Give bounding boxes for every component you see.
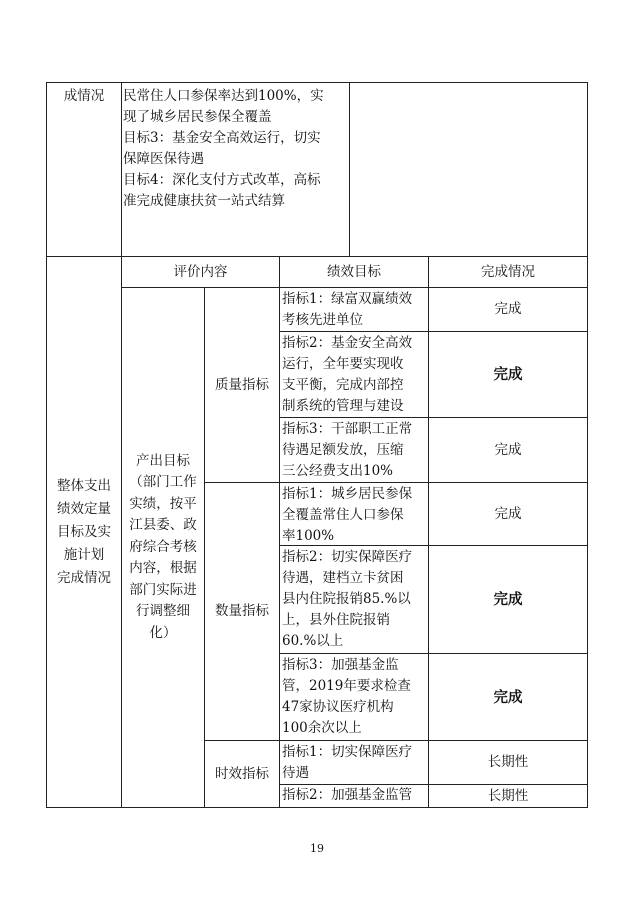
- section-label: 整体支出 绩效定量 目标及实 施计划 完成情况: [57, 477, 111, 586]
- indicator-text: 指标3：加强基金监 管，2019年要求检查 47家协议医疗机构 100余次以上: [282, 657, 411, 736]
- content-line: 准完成健康扶贫一站式结算: [123, 193, 285, 209]
- indicator-text: 指标1：绿富双赢绩效 考核先进单位: [282, 291, 413, 328]
- top-row-label: 成情况: [63, 88, 105, 104]
- top-row-content: [123, 86, 349, 212]
- indicator-status: 完成: [493, 688, 523, 706]
- indicator-status: 长期性: [487, 754, 529, 770]
- indicator-status: 长期性: [487, 787, 529, 804]
- divider: [349, 82, 350, 256]
- indicator-text: 指标1：城乡居民参保 全覆盖常住人口参保 率100%: [282, 486, 413, 544]
- content-line: 保障医保待遇: [123, 151, 204, 167]
- category-quantity: 数量指标: [215, 603, 269, 619]
- indicator-text: 指标2：基金安全高效 运行，全年要实现收 支平衡，完成内部控 制系统的管理与建设: [282, 335, 413, 414]
- indicator-status: 完成: [494, 505, 522, 522]
- header-content: 评价内容: [173, 263, 228, 280]
- header-status: 完成情况: [481, 263, 535, 280]
- indicator-status: 完成: [493, 591, 523, 608]
- indicator-text: 指标1：切实保障医疗 待遇: [282, 744, 413, 781]
- page-number: 19: [310, 842, 324, 855]
- table-border-top: [46, 82, 588, 83]
- header-target: 绩效目标: [327, 263, 381, 280]
- content-line: 目标4：深化支付方式改革，高标: [123, 172, 321, 188]
- indicator-text: 指标2：加强基金监管: [282, 787, 413, 803]
- category-quality: 质量指标: [215, 376, 269, 393]
- divider: [279, 256, 280, 808]
- indicator-text: 指标3：干部职工正常 待遇足额发放，压缩 三公经费支出10%: [282, 421, 413, 479]
- content-line: 民常住人口参保率达到100%，实: [123, 88, 324, 104]
- table-border-right: [587, 82, 588, 808]
- content-line: 现了城乡居民参保全覆盖: [123, 109, 272, 125]
- indicator-text: 指标2：切实保障医疗 待遇，建档立卡贫困 县内住院报销85.%以 上，县外住院报销 60.%以上: [282, 549, 413, 649]
- indicator-status: 完成: [493, 366, 523, 383]
- indicator-status: 完成: [494, 441, 522, 458]
- output-goal-label: 产出目标 （部门工作 实绩，按平 江县委、政 府综合考核 内容，根据 部门实际进 行调整细 化）: [129, 452, 197, 641]
- category-timeliness: 时效指标: [215, 765, 269, 782]
- table-border-bottom: [46, 807, 588, 808]
- content-line: 目标3：基金安全高效运行，切实: [123, 130, 321, 146]
- indicator-status: 完成: [494, 301, 522, 317]
